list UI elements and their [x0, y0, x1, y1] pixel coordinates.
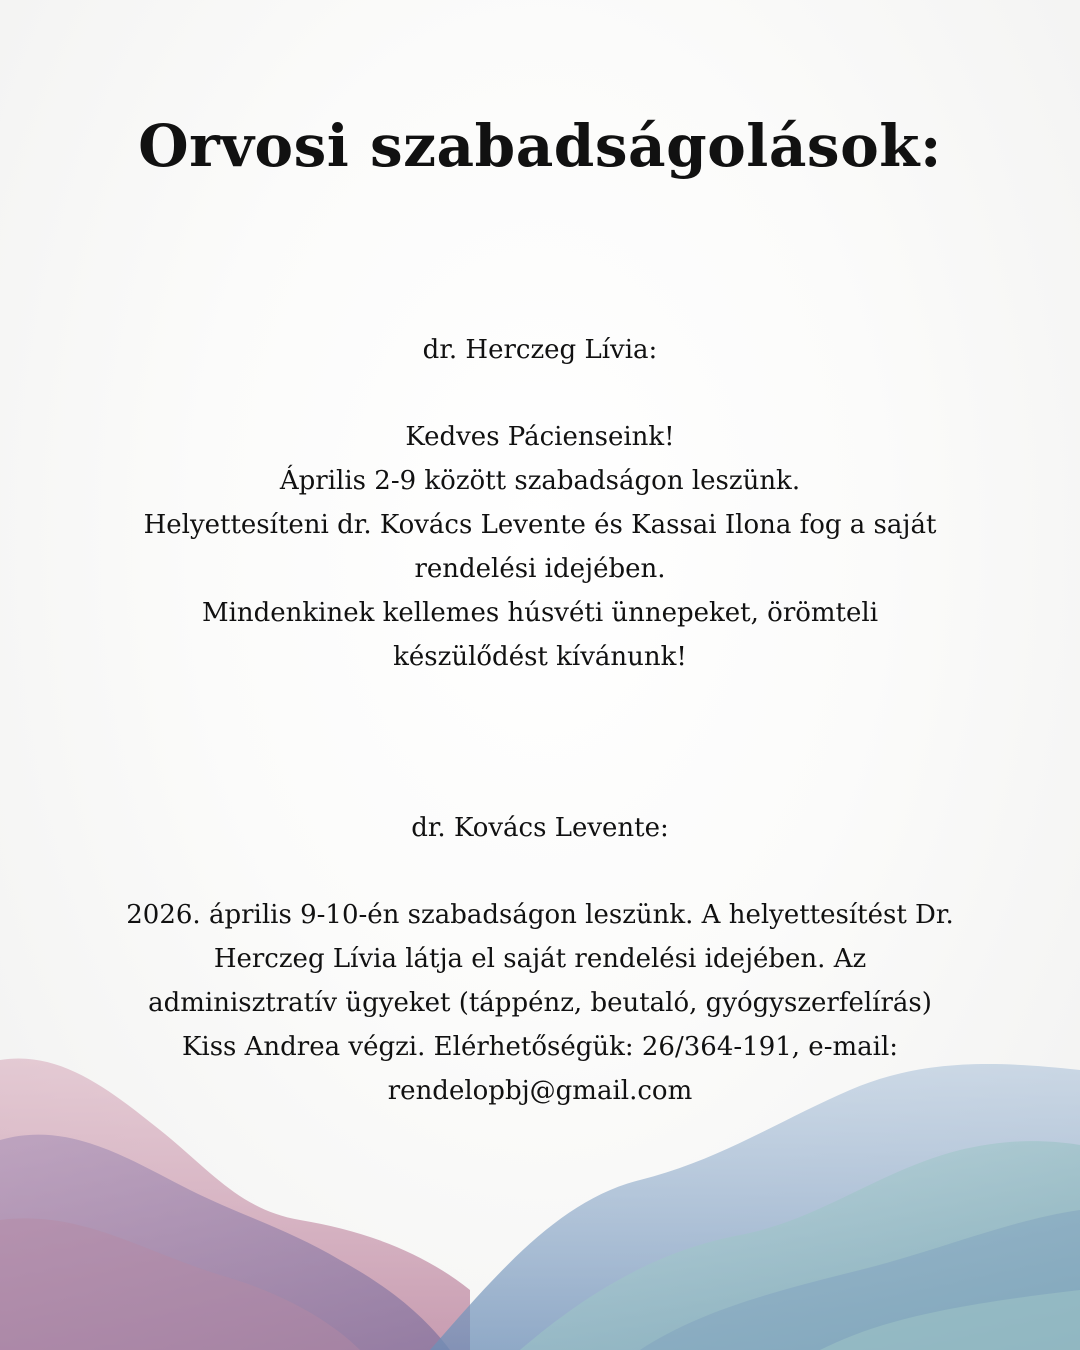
section1-doctor: dr. Herczeg Lívia:	[422, 335, 658, 365]
section2-line: 2026. április 9-10-én szabadságon leszünk. A helyettesítést Dr.	[126, 900, 954, 930]
section2-line: adminisztratív ügyeket (táppénz, beutaló, gyógyszerfelírás)	[148, 988, 932, 1018]
section1-line: rendelési idejében.	[414, 554, 666, 584]
section2-email: rendelopbj@gmail.com	[387, 1076, 693, 1106]
section1-line: Helyettesíteni dr. Kovács Levente és Kassai Ilona fog a saját	[143, 510, 937, 540]
section1-line: Mindenkinek kellemes húsvéti ünnepeket, örömteli	[201, 598, 879, 628]
section1-line: készülődést kívánunk!	[393, 642, 687, 672]
section2-line: Kiss Andrea végzi. Elérhetőségük: 26/364-191, e-mail:	[181, 1032, 899, 1062]
section1-line: Április 2-9 között szabadságon leszünk.	[279, 466, 801, 496]
section2-doctor: dr. Kovács Levente:	[411, 813, 669, 843]
section2-line: Herczeg Lívia látja el saját rendelési idejében. Az	[213, 944, 867, 974]
page-title: Orvosi szabadságolások:	[138, 112, 942, 180]
section1-line: Kedves Pácienseink!	[405, 422, 675, 452]
